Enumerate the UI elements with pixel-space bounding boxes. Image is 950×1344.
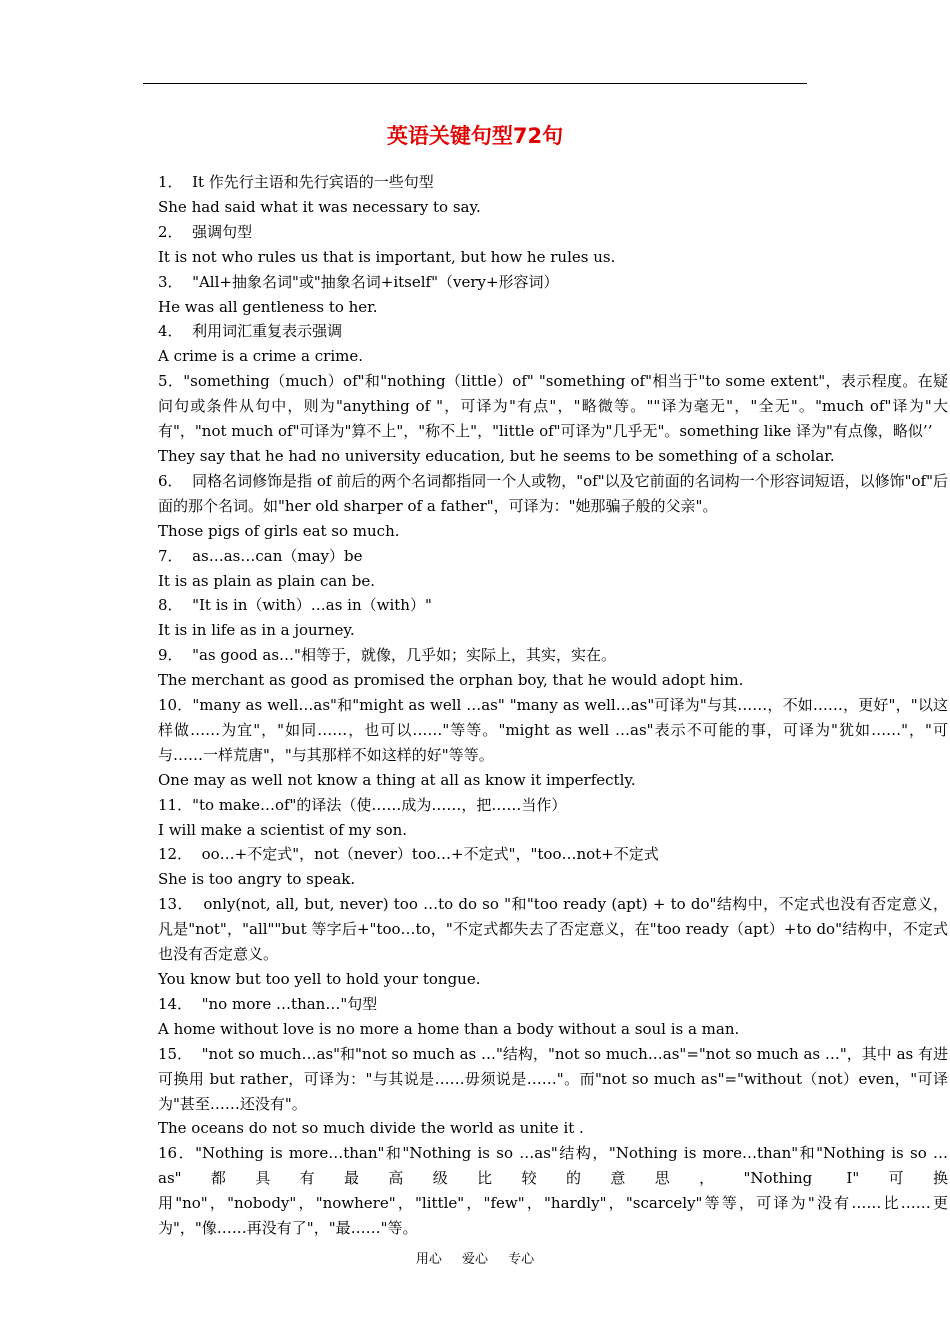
example-1: She had said what it was necessary to say.	[158, 197, 481, 216]
example-8: It is in life as in a journey.	[158, 621, 355, 640]
heading-14: 14． "no more …than…"句型	[158, 994, 378, 1013]
heading-7: 7． as…as…can（may）be	[158, 546, 363, 565]
heading-1: 1． It 作先行主语和先行宾语的一些句型	[158, 173, 434, 191]
example-9: The merchant as good as promised the orphan boy, that he would adopt him.	[158, 671, 744, 690]
example-2: It is not who rules us that is important, but how he rules us.	[158, 247, 616, 266]
footer-word-3: 专心	[508, 1252, 535, 1267]
example-10: One may as well not know a thing at all as know it imperfectly.	[158, 770, 636, 789]
example-14: A home without love is no more a home than a body without a soul is a man.	[158, 1019, 740, 1038]
example-11: I will make a scientist of my son.	[158, 820, 408, 839]
document-body	[158, 170, 948, 1241]
page-title: 英语关键句型72句	[386, 124, 564, 148]
footer-word-2: 爱心	[461, 1252, 488, 1267]
heading-12: 12． oo…+不定式"，not（never）too…+不定式"，"too…not+不定式	[158, 845, 659, 864]
example-4: A crime is a crime a crime.	[158, 347, 363, 366]
heading-2: 2． 强调句型	[158, 222, 253, 241]
heading-11: 11．"to make…of"的译法（使……成为……，把……当作）	[158, 795, 567, 814]
heading-8: 8． "It is in（with）…as in（with）"	[158, 596, 432, 615]
heading-6: 6． 同格名词修饰是指 of 前后的两个名词都指同一个人或物，"of"以及它前面的名词构一个形容词短语，以修饰"of"后面的那个名词。如"her old sharper of a father"，可译为："她那骗子般的父亲"。	[158, 471, 948, 515]
example-13: You know but too yell to hold your tongue.	[158, 970, 481, 988]
footer-word-1: 用心	[415, 1252, 442, 1267]
example-6: Those pigs of girls eat so much.	[158, 521, 400, 540]
heading-4: 4． 利用词汇重复表示强调	[158, 322, 343, 341]
heading-16: 16．"Nothing is more…than"和"Nothing is so …as"结构，"Nothing is more…than"和"Nothing is so …as"都具有最高级比较的意思，"Nothing I"可换用"no"，"nobody"，"nowhere"，"little"，"few"，"hardly"，"scarcely"等等，可译为"没有……比……更为"，"像……再没有了"，"最……"等。	[158, 1144, 948, 1238]
header-rule	[143, 83, 807, 84]
heading-3: 3． "All+抽象名词"或"抽象名词+itself"（very+形容词）	[158, 272, 559, 291]
heading-15: 15． "not so much…as"和"not so much as …"结构，"not so much…as"="not so much as …"，其中 as 有进可换用 but rather，可译为："与其说是……毋须说是……"。而"not so much as"="without（not）even，"可译为"甚至……还没有"。	[158, 1044, 948, 1113]
heading-13: 13． only(not, all, but, never) too …to do so "和"too ready (apt) + to do"结构中，不定式也没有否定意义，凡是"not"，"all""but 等字后+"too…to，"不定式都失去了否定意义，在"too ready（apt）+to do"结构中，不定式也没有否定意义。	[158, 895, 948, 964]
heading-9: 9． "as good as…"相等于，就像，几乎如；实际上，其实，实在。	[158, 646, 616, 665]
example-7: It is as plain as plain can be.	[158, 571, 375, 590]
page-footer	[0, 1248, 950, 1267]
heading-5: 5．"something（much）of"和"nothing（little）of" "something of"相当于"to some extent"，表示程度。在疑问句或条件从句中，则为"anything of "，可译为"有点"，"略微等。""译为毫无"，"全无"。"much of"译为"大有"，"not much of"可译为"算不上"，"称不上"，"little of"可译为"几乎无"。something like 译为"有点像，略似’’	[158, 372, 948, 441]
example-3: He was all gentleness to her.	[158, 297, 378, 316]
example-12: She is too angry to speak.	[158, 870, 356, 889]
example-5: They say that he had no university education, but he seems to be something of a scholar.	[158, 446, 835, 465]
example-15: The oceans do not so much divide the world as unite it .	[158, 1119, 584, 1138]
heading-10: 10．"many as well…as"和"might as well …as" "many as well…as"可译为"与其……，不如……，更好"，"以这样做……为宜"，"如同……，也可以……"等等。"might as well …as"表示不可能的事，可译为"犹如……"，"可与……一样荒唐"，"与其那样不如这样的好"等等。	[158, 696, 948, 764]
